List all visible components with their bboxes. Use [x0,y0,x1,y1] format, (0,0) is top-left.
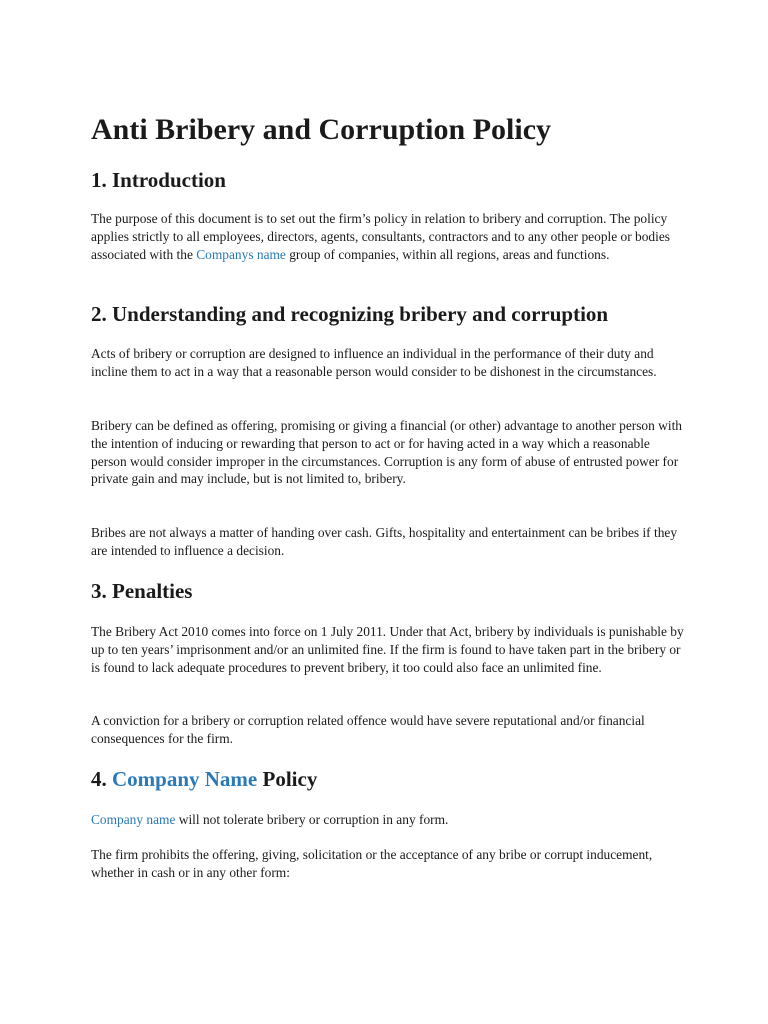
companys-name-link[interactable]: Companys name [196,246,286,262]
understanding-paragraph-1: Acts of bribery or corruption are designed to influence an individual in the performance of their duty and incline them to act in a way that a reasonable person would consider to be dishonest in the circumstances. [91,346,657,379]
company-policy-text: will not tolerate bribery or corruption in any form. [175,812,449,827]
company-policy-paragraph-2: The firm prohibits the offering, giving, solicitation or the acceptance of any bribe or corrupt inducement, whether in cash or in any other form: [91,847,653,880]
understanding-paragraph-3: Bribes are not always a matter of handing over cash. Gifts, hospitality and entertainment can be bribes if they are intended to influence a decision. [91,525,678,558]
page-title: Anti Bribery and Corruption Policy [91,113,552,146]
section-number: 4. [91,767,112,791]
introduction-text-end: group of companies, within all regions, areas and functions. [285,246,610,262]
company-name-heading-link[interactable]: Company Name [112,767,258,791]
introduction-text-start: The purpose of this document is to set out the firm’s policy in relation to bribery and corruption. The policy applies strictly to all employees, directors, agents, consultants, contractors and to any other people or bodies associated with the [91,211,670,262]
understanding-paragraph-2: Bribery can be defined as offering, promising or giving a financial (or other) advantage to another person with the intention of inducing or rewarding that person to act or for having acted in a way which a reasonable person would consider improper in the circumstances. Corruption is any form of abuse of entrusted power for private gain and may include, but is not limited to, bribery. [91,418,682,487]
company-policy-paragraph-1 [91,811,687,829]
section-heading-penalties: 3. Penalties [91,579,193,603]
introduction-paragraph [91,210,687,263]
section-heading-rest: Policy [257,767,318,791]
company-name-link[interactable]: Company name [91,812,176,827]
section-heading-company-policy [91,766,317,792]
section-heading-understanding: 2. Understanding and recognizing bribery and corruption [91,302,609,326]
section-heading-introduction: 1. Introduction [91,168,226,192]
penalties-paragraph-2: A conviction for a bribery or corruption related offence would have severe reputational and/or financial consequences for the firm. [91,713,645,746]
penalties-paragraph-1: The Bribery Act 2010 comes into force on 1 July 2011. Under that Act, bribery by individuals is punishable by up to ten years’ imprisonment and/or an unlimited fine. If the firm is found to have taken part in the bribery or is found to lack adequate procedures to prevent bribery, it too could also face an unlimited fine. [91,624,684,675]
